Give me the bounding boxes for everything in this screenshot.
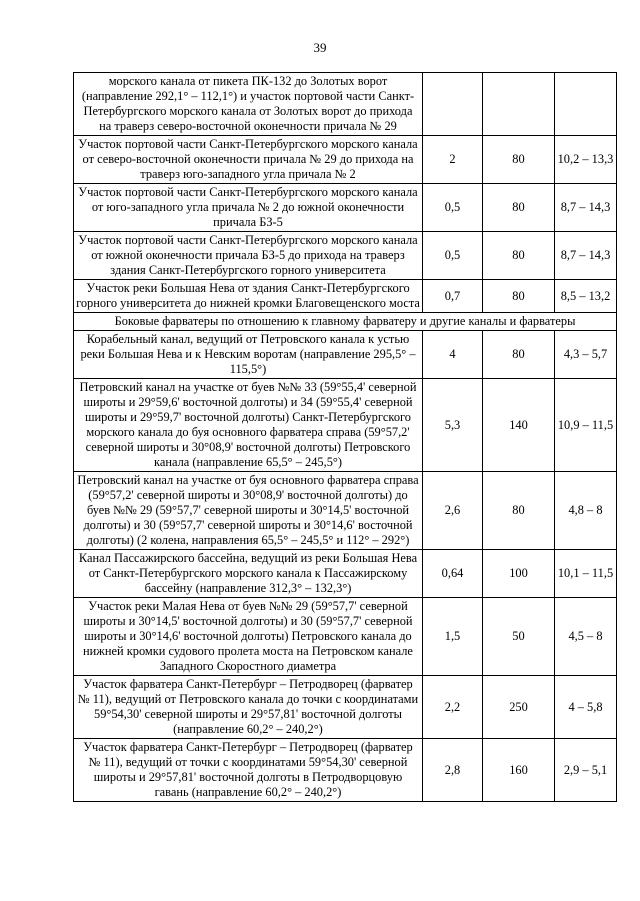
fairways-table (73, 72, 617, 802)
width-cell: 80 (483, 136, 555, 184)
depth-cell: 8,7 – 14,3 (555, 184, 617, 232)
width-cell: 100 (483, 550, 555, 598)
depth-cell: 4 – 5,8 (555, 676, 617, 739)
page-number: 39 (313, 40, 327, 55)
depth-cell: 4,5 – 8 (555, 598, 617, 676)
length-cell (423, 73, 483, 136)
depth-cell: 2,9 – 5,1 (555, 739, 617, 802)
depth-cell: 4,3 – 5,7 (555, 331, 617, 379)
table-section (74, 313, 617, 331)
length-cell: 1,5 (423, 598, 483, 676)
length-cell: 0,64 (423, 550, 483, 598)
length-cell: 2,2 (423, 676, 483, 739)
table-row (74, 280, 617, 313)
length-cell: 0,5 (423, 184, 483, 232)
length-cell: 4 (423, 331, 483, 379)
depth-cell: 4,8 – 8 (555, 472, 617, 550)
fairway-name-cell: Участок фарватера Санкт-Петербург – Петродворец (фарватер № 11), ведущий от Петровского канала до точки с координатами 59°54,30' северной широты и 29°57,81' восточной долготы (направление 60,2° – 240,2°) (74, 676, 423, 739)
table-row (74, 379, 617, 472)
table-row (74, 73, 617, 136)
length-cell: 0,5 (423, 232, 483, 280)
table-row (74, 136, 617, 184)
length-cell: 2 (423, 136, 483, 184)
fairway-name-cell: Корабельный канал, ведущий от Петровского канала к устью реки Большая Нева и к Невским воротам (направление 295,5° – 115,5°) (74, 331, 423, 379)
table-row (74, 472, 617, 550)
width-cell: 140 (483, 379, 555, 472)
depth-cell: 8,5 – 13,2 (555, 280, 617, 313)
width-cell: 80 (483, 280, 555, 313)
table-row (74, 184, 617, 232)
width-cell: 80 (483, 184, 555, 232)
depth-cell: 10,1 – 11,5 (555, 550, 617, 598)
table-body-part2 (74, 331, 617, 802)
table-row (74, 676, 617, 739)
width-cell: 250 (483, 676, 555, 739)
table-row (74, 331, 617, 379)
depth-cell (555, 73, 617, 136)
fairway-name-cell: Канал Пассажирского бассейна, ведущий из реки Большая Нева от Санкт-Петербургского морского канала к Пассажирскому бассейну (направление 312,3° – 132,3°) (74, 550, 423, 598)
width-cell: 160 (483, 739, 555, 802)
fairway-name-cell: Петровский канал на участке от буя основного фарватера справа (59°57,2' северной широты и 30°08,9' восточной долготы) до буев №№ 29 (59°57,7' северной широты и 30°14,5' восточной долготы) и 30 (59°57,7' северной широты и 30°14,6' восточной долготы) (2 колена, направления 65,5° – 245,5° и 112° – 292°) (74, 472, 423, 550)
width-cell: 80 (483, 472, 555, 550)
width-cell (483, 73, 555, 136)
section-title: Боковые фарватеры по отношению к главному фарватеру и другие каналы и фарватеры (74, 313, 617, 331)
fairway-name-cell: Участок реки Большая Нева от здания Санкт-Петербургского горного университета до нижней кромки Благовещенского моста (74, 280, 423, 313)
fairway-name-cell: морского канала от пикета ПК-132 до Золотых ворот (направление 292,1° – 112,1°) и участок портовой части Санкт-Петербургского морского канала от Золотых ворот до прихода на траверз северо-восточной оконечности причала № 29 (74, 73, 423, 136)
table-row (74, 598, 617, 676)
fairway-name-cell: Участок фарватера Санкт-Петербург – Петродворец (фарватер № 11), ведущий от точки с координатами 59°54,30' северной широты и 29°57,81' восточной долготы в Петродворцовую гавань (направление 60,2° – 240,2°) (74, 739, 423, 802)
table-row (74, 739, 617, 802)
fairway-name-cell: Участок портовой части Санкт-Петербургского морского канала от северо-восточной оконечности причала № 29 до прихода на траверз юго-западного угла причала № 2 (74, 136, 423, 184)
width-cell: 80 (483, 331, 555, 379)
depth-cell: 8,7 – 14,3 (555, 232, 617, 280)
fairway-name-cell: Петровский канал на участке от буев №№ 33 (59°55,4' северной широты и 29°59,6' восточной долготы) и 34 (59°55,4' северной широты и 29°59,7' восточной долготы) Санкт-Петербургского морского канала до буя основного фарватера справа (59°57,2' северной широты и 30°08,9' восточной долготы) Петровского канала (направление 65,5° – 245,5°) (74, 379, 423, 472)
length-cell: 5,3 (423, 379, 483, 472)
fairway-name-cell: Участок реки Малая Нева от буев №№ 29 (59°57,7' северной широты и 30°14,5' восточной долготы) и 30 (59°57,7' северной широты и 30°14,6' восточной долготы) Петровского канала до нижней кромки судового пролета моста на Петровском канале Западного Скоростного диаметра (74, 598, 423, 676)
fairway-name-cell: Участок портовой части Санкт-Петербургского морского канала от южной оконечности причала БЗ-5 до прихода на траверз здания Санкт-Петербургского горного университета (74, 232, 423, 280)
width-cell: 80 (483, 232, 555, 280)
length-cell: 2,8 (423, 739, 483, 802)
length-cell: 2,6 (423, 472, 483, 550)
width-cell: 50 (483, 598, 555, 676)
table-row (74, 232, 617, 280)
table-body-part1 (74, 73, 617, 313)
fairway-name-cell: Участок портовой части Санкт-Петербургского морского канала от юго-западного угла причала № 2 до южной оконечности причала БЗ-5 (74, 184, 423, 232)
depth-cell: 10,2 – 13,3 (555, 136, 617, 184)
table-row (74, 550, 617, 598)
length-cell: 0,7 (423, 280, 483, 313)
section-row (74, 313, 617, 331)
depth-cell: 10,9 – 11,5 (555, 379, 617, 472)
